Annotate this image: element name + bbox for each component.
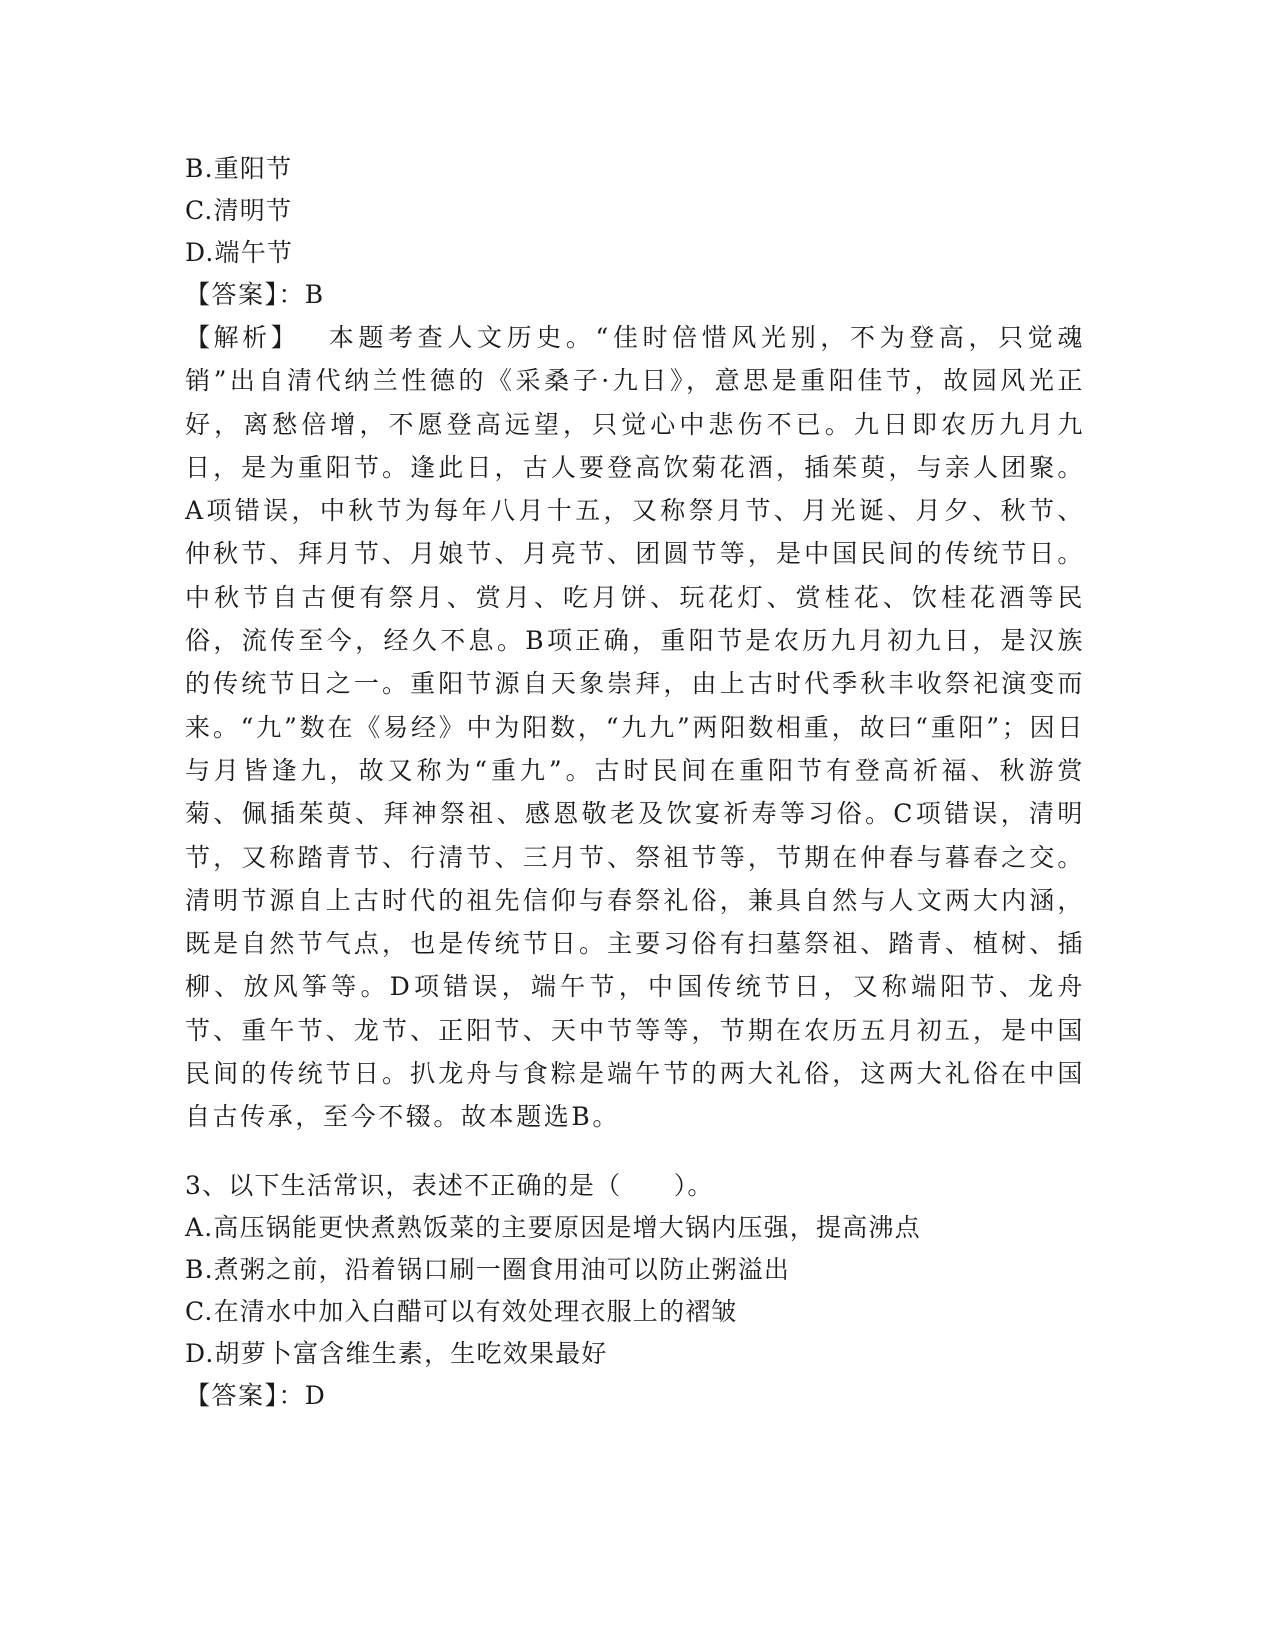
q2-analysis-text: 本题考查人文历史。“佳时倍惜风光别，不为登高，只觉魂销”出自清代纳兰性德的《采桑子·九日》，意思是重阳佳节，故园风光正好，离愁倍增，不愿登高远望，只觉心中悲伤不已。九日即农历九月九日，是为重阳节。逢此日，古人要登高饮菊花酒，插茱萸，与亲人团聚。A项错误，中秋节为每年八月十五，又称祭月节、月光诞、月夕、秋节、仲秋节、拜月节、月娘节、月亮节、团圆节等，是中国民间的传统节日。中秋节自古便有祭月、赏月、吃月饼、玩花灯、赏桂花、饮桂花酒等民俗，流传至今，经久不息。B项正确，重阳节是农历九月初九日，是汉族的传统节日之一。重阳节源自天象崇拜，由上古时代季秋丰收祭祀演变而来。“九”数在《易经》中为阳数，“九九”两阳数相重，故曰“重阳”；因日与月皆逢九，故又称为“重九”。古时民间在重阳节有登高祈福、秋游赏菊、佩插茱萸、拜神祭祖、感恩敬老及饮宴祈寿等习俗。C项错误，清明节，又称踏青节、行清节、三月节、祭祖节等，节期在仲春与暮春之交。清明节源自上古时代的祖先信仰与春祭礼俗，兼具自然与人文两大内涵，既是自然节气点，也是传统节日。主要习俗有扫墓祭祖、踏青、植树、插柳、放风筝等。D项错误，端午节，中国传统节日，又称端阳节、龙舟节、重午节、龙节、正阳节、天中节等等，节期在农历五月初五，是中国民间的传统节日。扒龙舟与食粽是端午节的两大礼俗，这两大礼俗在中国自古传承，至今不辍。故本题选B。 — [185, 323, 1085, 1132]
q2-option-c: C.清明节 — [185, 196, 293, 225]
q2-option-b: B.重阳节 — [185, 154, 293, 183]
q2-answer-label: 【答案】 — [185, 280, 279, 309]
q2-answer — [185, 274, 1085, 316]
q3-option-b: B.煮粥之前，沿着锅口刷一圈食用油可以防止粥溢出 — [185, 1254, 791, 1284]
q2-option-d: D.端午节 — [185, 238, 294, 267]
q3-answer-separator: ： — [278, 1380, 305, 1410]
q3-answer-label: 【答案】 — [185, 1380, 279, 1410]
document-content — [185, 148, 1085, 1417]
q2-answer-value: B — [304, 280, 325, 309]
q3-option-a: A.高压锅能更快煮熟饭菜的主要原因是增大锅内压强，提高沸点 — [185, 1212, 921, 1242]
q2-analysis-label: 【解析】 — [185, 323, 300, 352]
q3-question: 3、以下生活常识，表述不正确的是（ ）。 — [185, 1170, 714, 1200]
q2-analysis — [185, 316, 1085, 1139]
question-gap — [185, 1139, 1085, 1165]
q3-option-c: C.在清水中加入白醋可以有效处理衣服上的褶皱 — [185, 1296, 738, 1326]
q3-answer — [185, 1375, 1085, 1417]
q2-answer-separator: ： — [278, 280, 305, 309]
q3-option-d: D.胡萝卜富含维生素，生吃效果最好 — [185, 1338, 608, 1368]
q3-answer-value: D — [304, 1380, 326, 1410]
